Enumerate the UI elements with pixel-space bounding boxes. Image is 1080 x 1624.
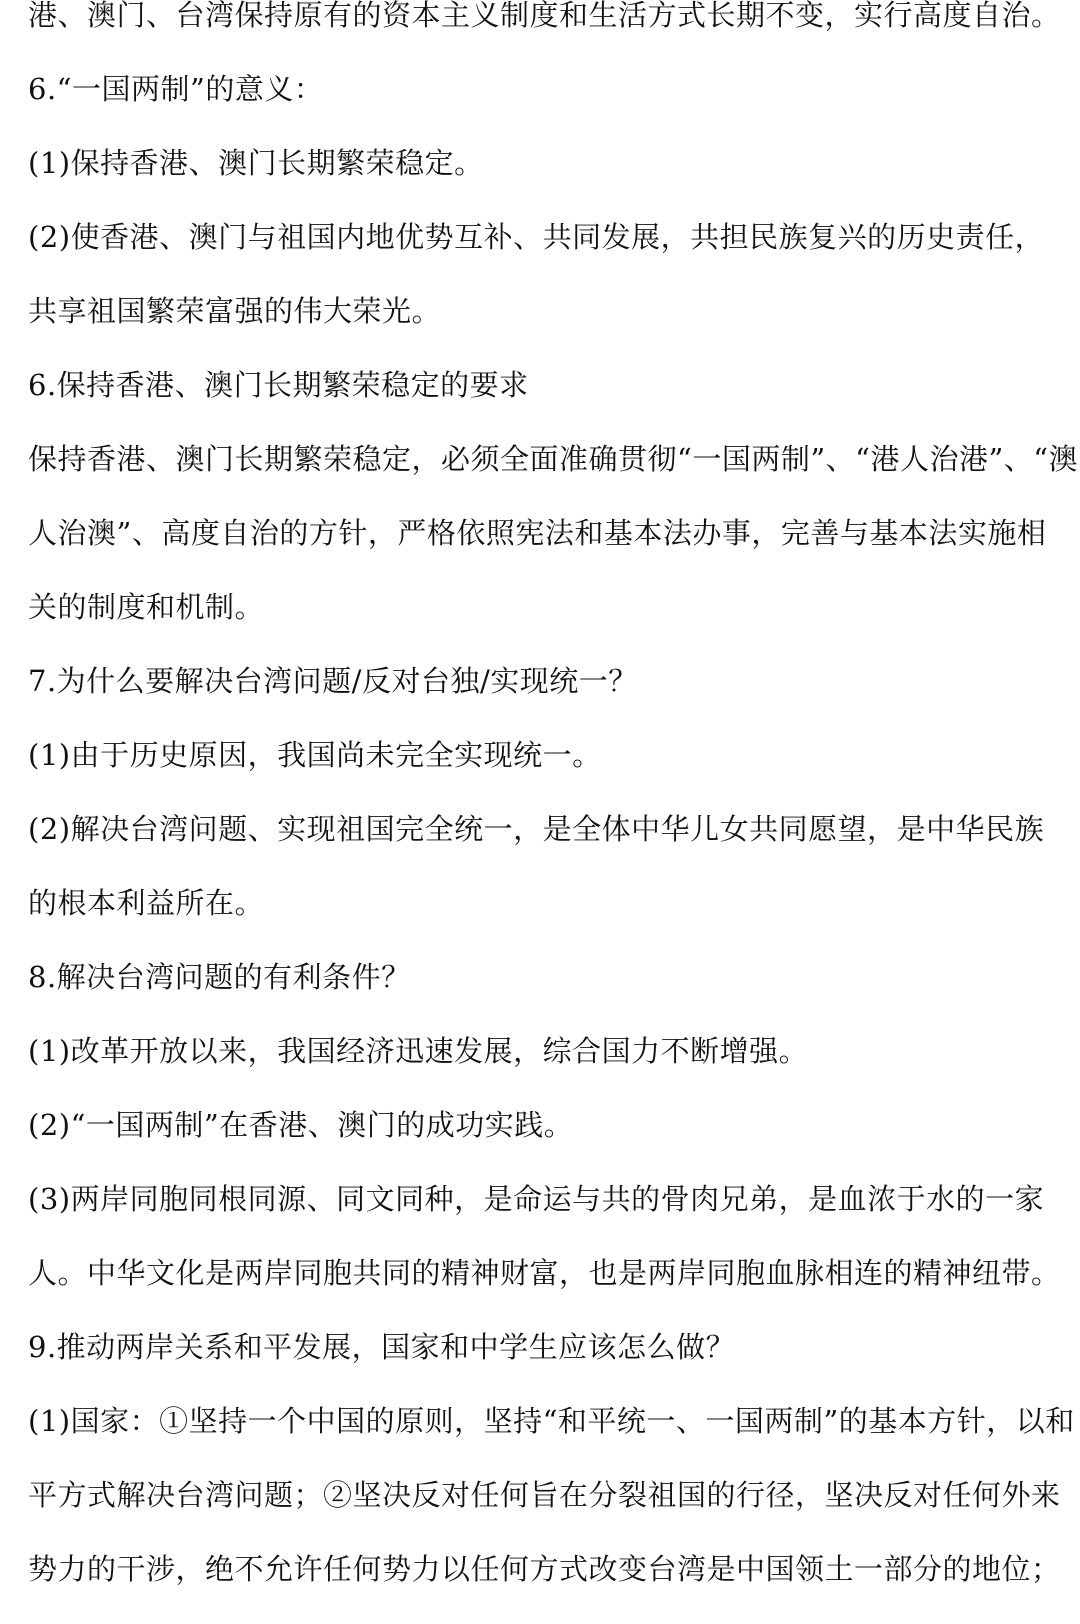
section-heading: 7.为什么要解决台湾问题/反对台独/实现统一？ (28, 664, 638, 698)
text-line: 平方式解决台湾问题；②坚决反对任何旨在分裂祖国的行径，坚决反对任何外来 (28, 1478, 1061, 1512)
text-line: (1)保持香港、澳门长期繁荣稳定。 (28, 146, 484, 180)
text-line: 势力的干涉，绝不允许任何势力以任何方式改变台湾是中国领土一部分的地位； (28, 1552, 1061, 1586)
text-line: 人。中华文化是两岸同胞共同的精神财富，也是两岸同胞血脉相连的精神纽带。 (28, 1256, 1061, 1290)
text-line: (2)使香港、澳门与祖国内地优势互补、共同发展，共担民族复兴的历史责任， (28, 220, 1045, 254)
section-heading: 6.“一国两制”的意义： (28, 72, 324, 106)
text-line: (1)改革开放以来，我国经济迅速发展，综合国力不断增强。 (28, 1034, 809, 1068)
text-line: 人治澳”、高度自治的方针，严格依照宪法和基本法办事，完善与基本法实施相 (28, 516, 1047, 550)
text-line: 保持香港、澳门长期繁荣稳定，必须全面准确贯彻“一国两制”、“港人治港”、“澳 (28, 442, 1079, 476)
text-line: (1)国家：①坚持一个中国的原则，坚持“和平统一、一国两制”的基本方针，以和 (28, 1404, 1075, 1438)
text-line: 关的制度和机制。 (28, 590, 265, 624)
text-line: (2)解决台湾问题、实现祖国完全统一，是全体中华儿女共同愿望，是中华民族 (28, 812, 1045, 846)
text-line: (3)两岸同胞同根同源、同文同种，是命运与共的骨肉兄弟，是血浓于水的一家 (28, 1182, 1045, 1216)
text-line: 港、澳门、台湾保持原有的资本主义制度和生活方式长期不变，实行高度自治。 (28, 0, 1061, 32)
text-line: (2)“一国两制”在香港、澳门的成功实践。 (28, 1108, 574, 1142)
section-heading: 9.推动两岸关系和平发展，国家和中学生应该怎么做？ (28, 1330, 736, 1364)
text-line: 的根本利益所在。 (28, 886, 265, 920)
section-heading: 8.解决台湾问题的有利条件？ (28, 960, 411, 994)
text-line: (1)由于历史原因，我国尚未完全实现统一。 (28, 738, 602, 772)
section-heading: 6.保持香港、澳门长期繁荣稳定的要求 (28, 368, 529, 402)
text-line: 共享祖国繁荣富强的伟大荣光。 (28, 294, 442, 328)
